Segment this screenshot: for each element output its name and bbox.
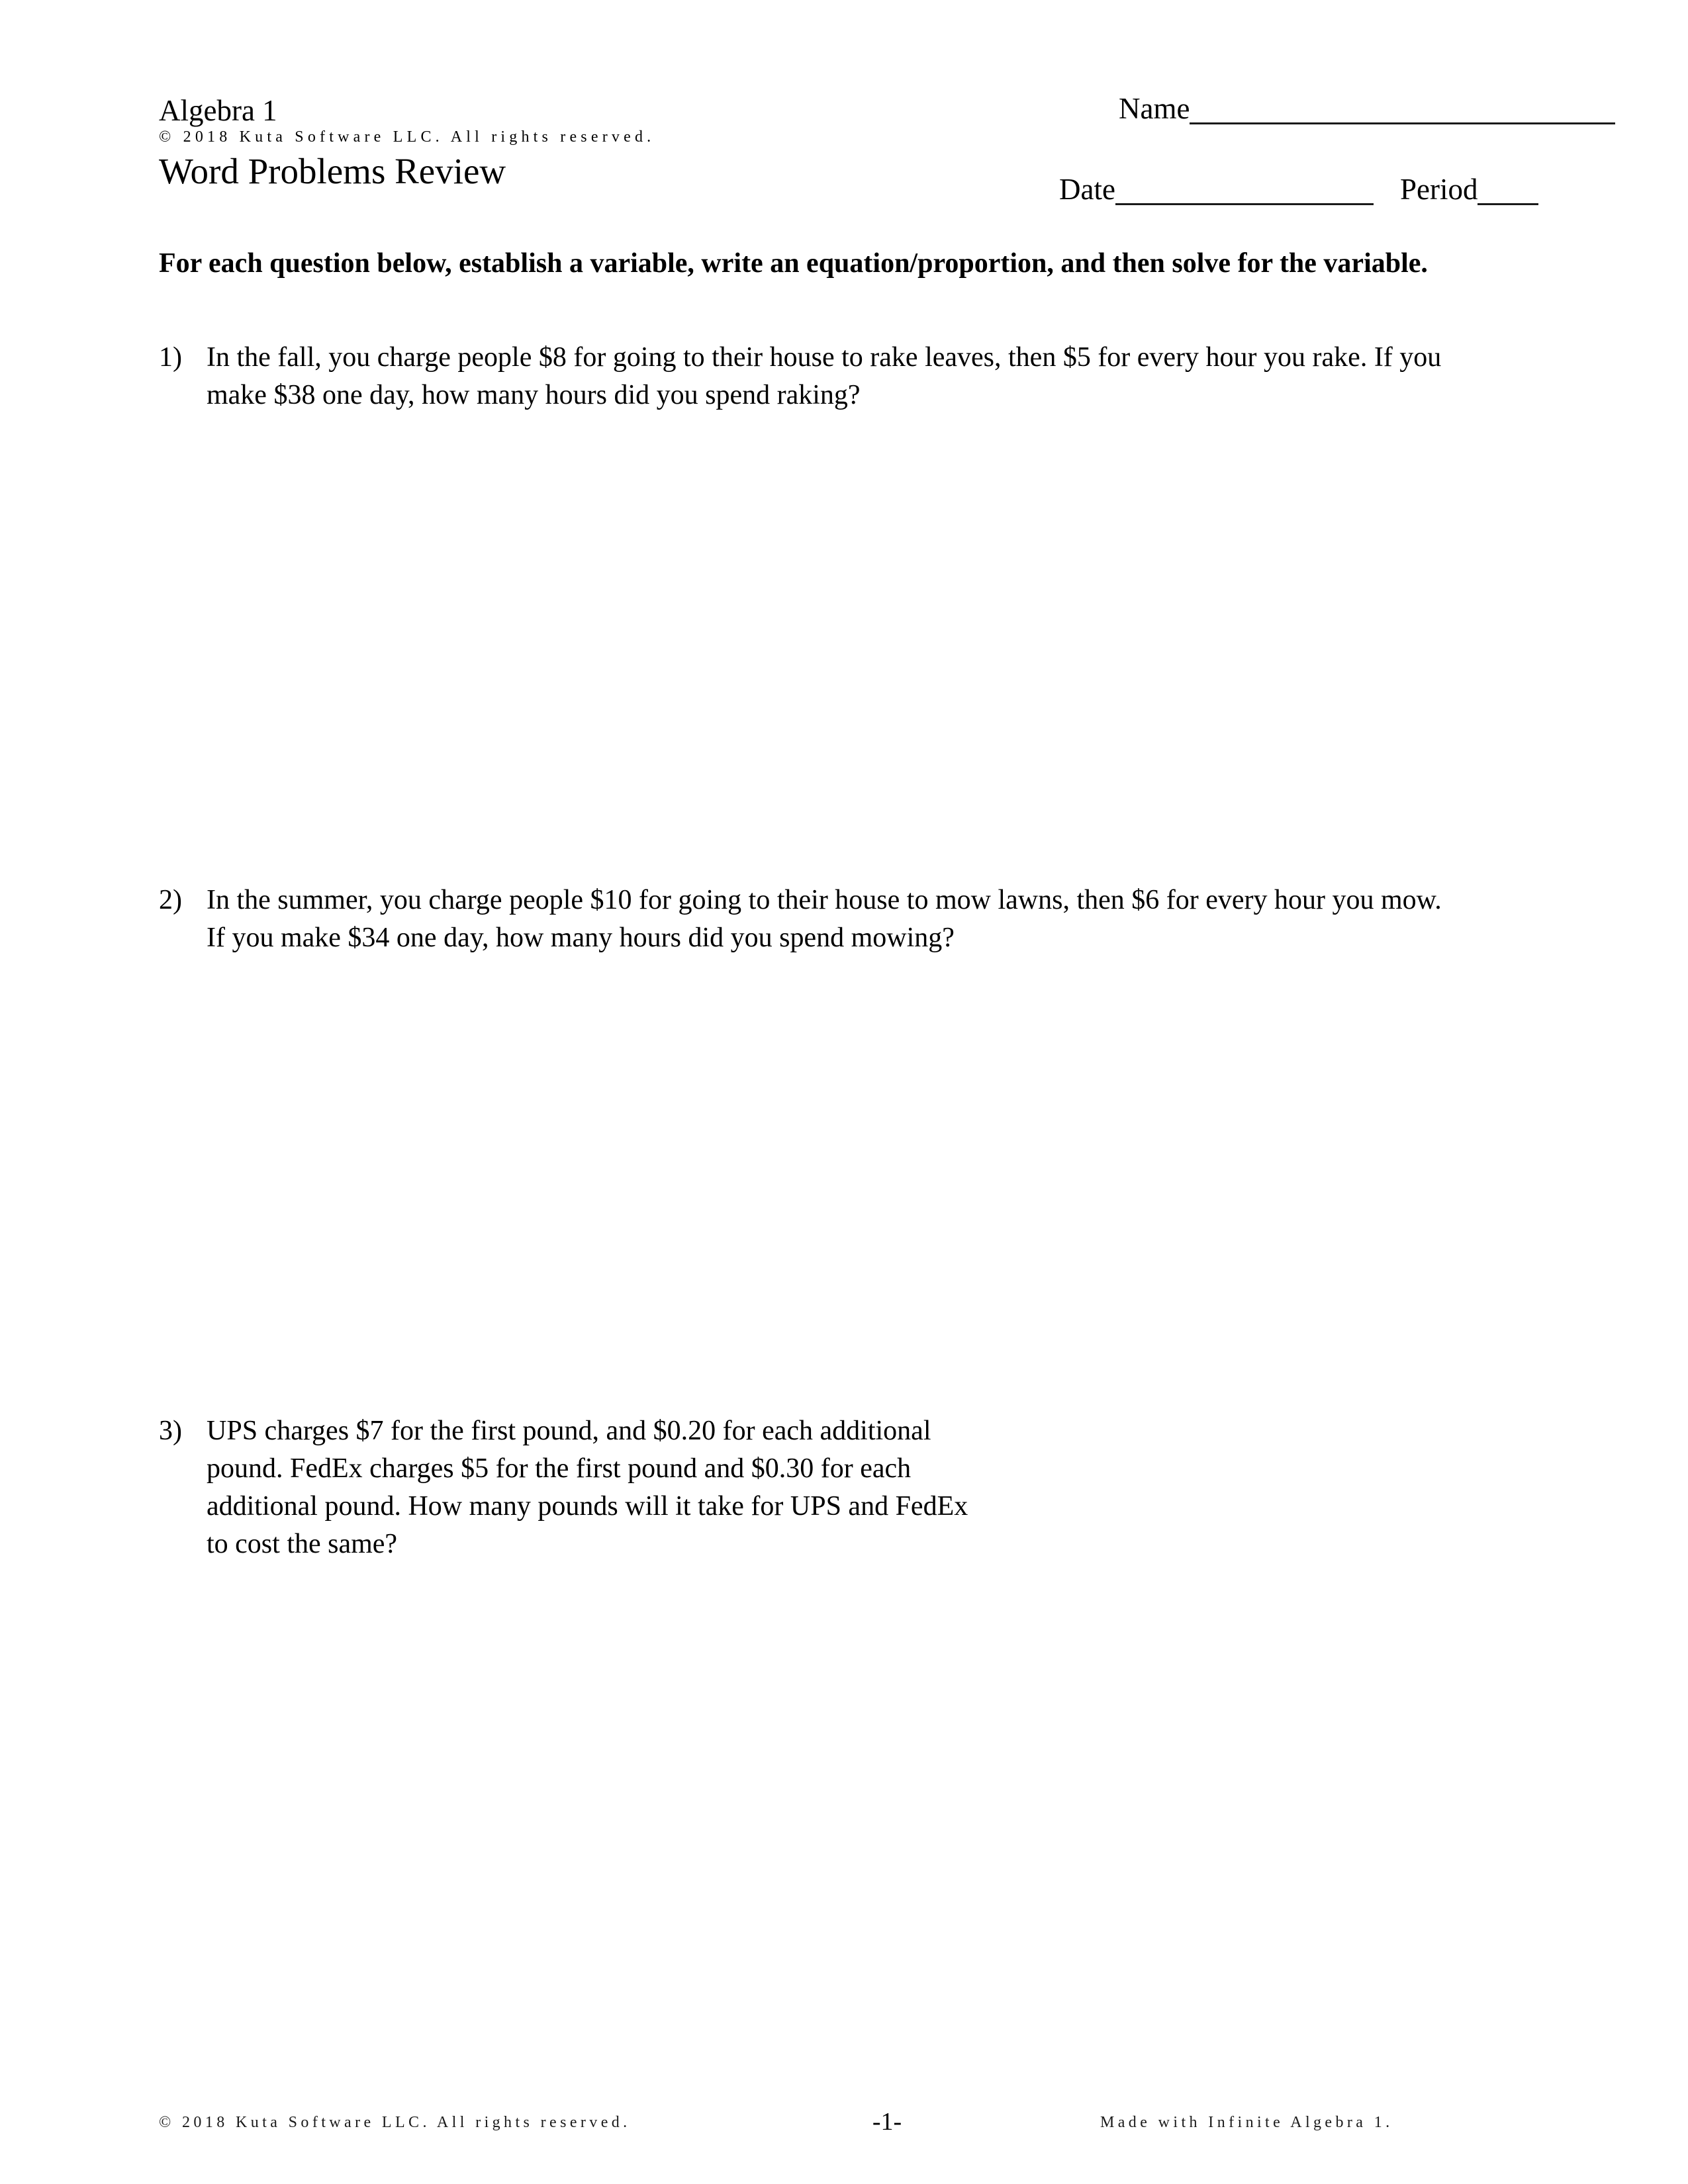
- problem-number: 1): [159, 342, 182, 373]
- course-name: Algebra 1: [159, 94, 277, 127]
- date-label: Date: [1059, 173, 1115, 206]
- footer-made-with: Made with Infinite Algebra 1.: [1100, 2114, 1393, 2131]
- period-label: Period: [1399, 173, 1478, 206]
- header-copyright-notice: © 2018 Kuta Software LLC. All rights reserved.: [159, 128, 655, 146]
- worksheet-instructions: For each question below, establish a variable, write an equation/proportion, and then solve for the variable.: [159, 248, 1428, 279]
- worksheet-header: [159, 93, 1615, 245]
- problem-number: 3): [159, 1416, 182, 1446]
- problem-text: UPS charges $7 for the first pound, and $0.20 for each additional pound. FedEx charges $5 for the first pound and $0.30 for each additional pound. How many pounds will it take for UPS and FedEx to cost the same?: [207, 1416, 968, 1559]
- header-left-block: [159, 93, 940, 193]
- date-input-rule[interactable]: [1115, 174, 1374, 205]
- problem-item: [159, 1412, 988, 1563]
- footer-copyright: © 2018 Kuta Software LLC. All rights reserved.: [159, 2114, 631, 2131]
- period-input-rule[interactable]: [1477, 174, 1538, 205]
- name-field-row: [1119, 93, 1615, 124]
- problem-number: 2): [159, 885, 182, 915]
- page-title: Word Problems Review: [159, 151, 506, 191]
- problem-text: In the summer, you charge people $10 for going to their house to mow lawns, then $6 for every hour you mow. If you make $34 one day, how many hours did you spend mowing?: [207, 885, 1442, 953]
- worksheet-footer: [159, 2108, 1615, 2139]
- date-period-field-row: [1059, 173, 1615, 205]
- name-label: Name: [1119, 92, 1190, 125]
- page-number: -1-: [872, 2108, 902, 2136]
- header-right-block: [940, 93, 1615, 245]
- name-input-rule[interactable]: [1190, 93, 1615, 124]
- problem-text: In the fall, you charge people $8 for going to their house to rake leaves, then $5 for every hour you rake. If you make $38 one day, how many hours did you spend raking?: [207, 342, 1442, 410]
- problem-item: [159, 882, 1454, 957]
- problem-item: [159, 339, 1454, 414]
